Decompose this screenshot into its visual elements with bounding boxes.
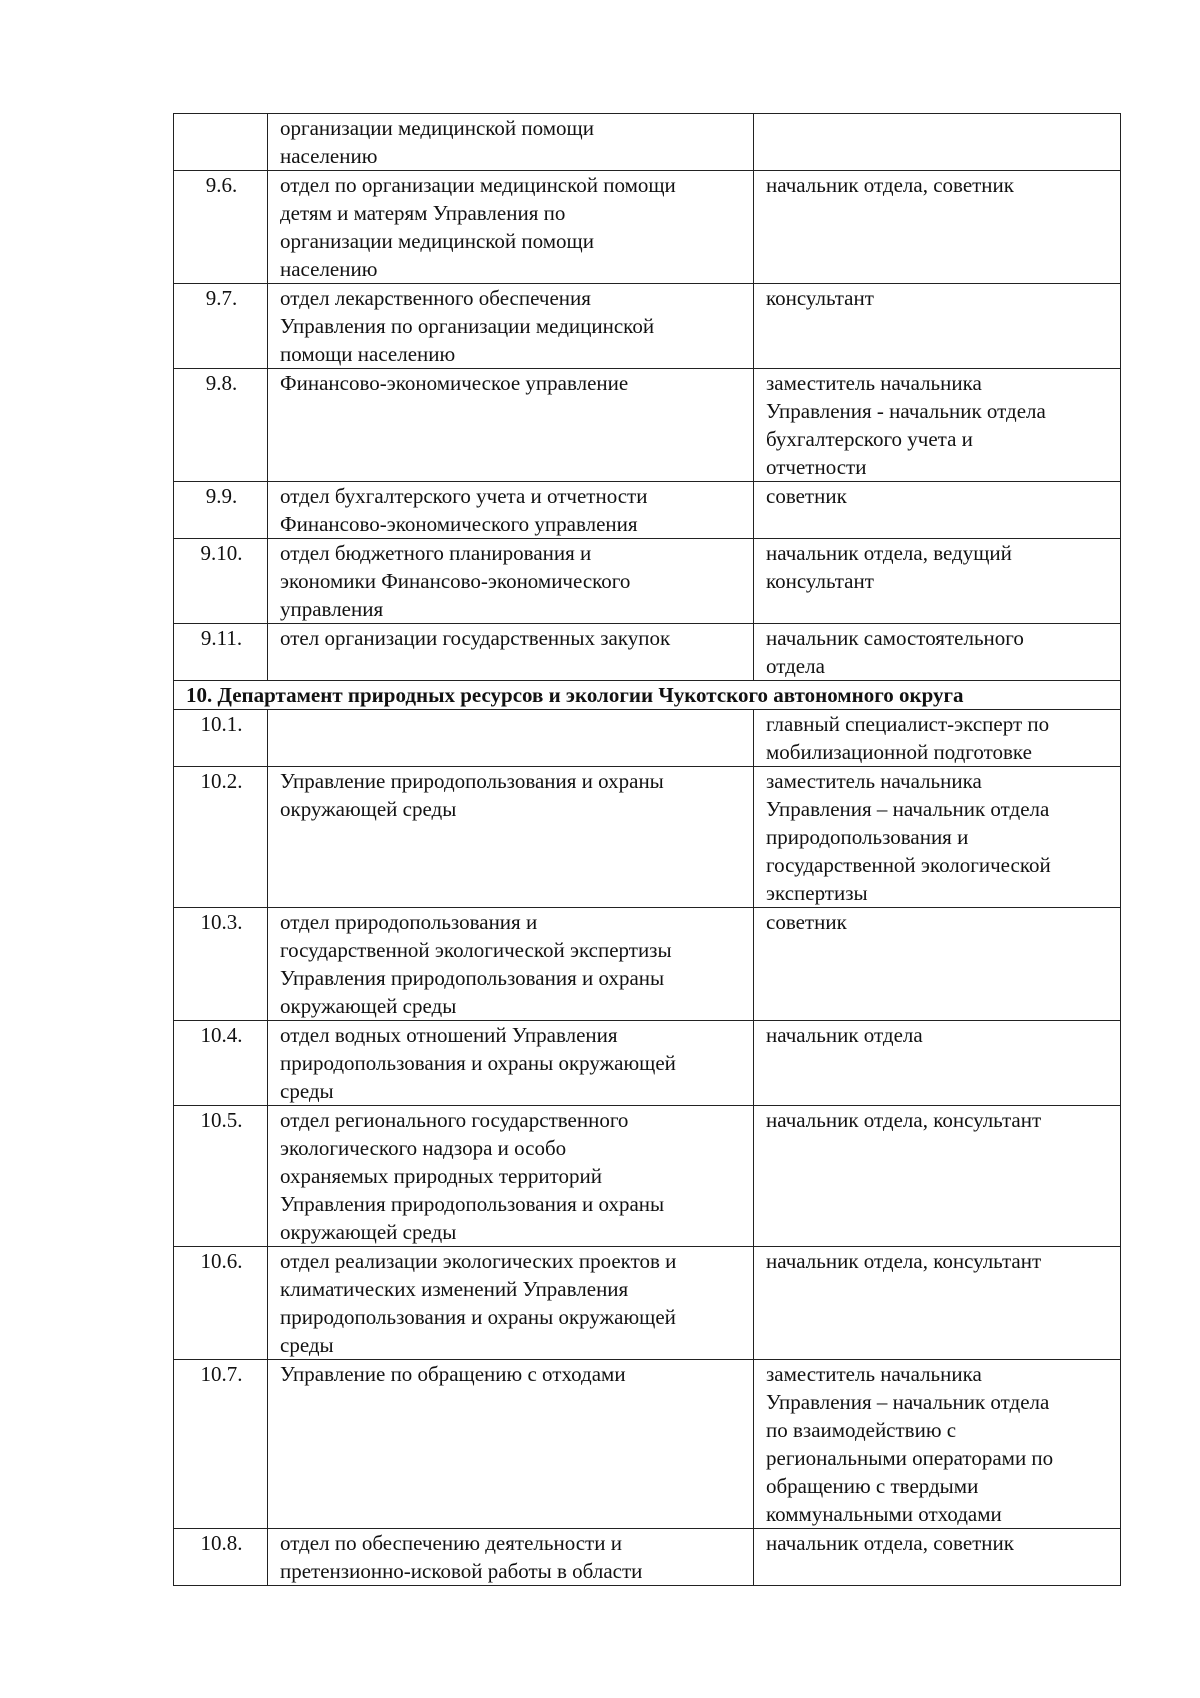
position-cell: начальник отдела, ведущий консультант (754, 539, 1121, 624)
position-cell: заместитель начальника Управления – начальник отдела по взаимодействию с региональными операторами по обращению с твердыми коммунальными отходами (754, 1360, 1121, 1529)
table-row (174, 539, 1121, 624)
table-row (174, 114, 1121, 171)
table-row (174, 1021, 1121, 1106)
unit-name-cell: отдел бюджетного планирования и экономики Финансово-экономического управления (268, 539, 754, 624)
unit-name-cell: отдел реализации экологических проектов и климатических изменений Управления природопользования и охраны окружающей среды (268, 1247, 754, 1360)
position-cell: начальник отдела (754, 1021, 1121, 1106)
position-cell: главный специалист-эксперт по мобилизационной подготовке (754, 710, 1121, 767)
unit-name-cell: Управление по обращению с отходами (268, 1360, 754, 1529)
position-cell: начальник отдела, консультант (754, 1106, 1121, 1247)
position-cell: советник (754, 482, 1121, 539)
table-row (174, 767, 1121, 908)
unit-name-cell: отдел по организации медицинской помощи детям и матерям Управления по организации медицинской помощи населению (268, 171, 754, 284)
unit-name-cell: отдел лекарственного обеспечения Управления по организации медицинской помощи населению (268, 284, 754, 369)
table-row (174, 1529, 1121, 1586)
row-number: 10.3. (174, 908, 268, 1021)
position-cell: начальник отдела, советник (754, 1529, 1121, 1586)
unit-name-cell: отдел регионального государственного экологического надзора и особо охраняемых природных территорий Управления природопользования и охраны окружающей среды (268, 1106, 754, 1247)
row-number: 10.7. (174, 1360, 268, 1529)
staff-positions-table (173, 113, 1121, 1586)
position-cell: начальник отдела, консультант (754, 1247, 1121, 1360)
position-cell: начальник отдела, советник (754, 171, 1121, 284)
table-row (174, 624, 1121, 681)
row-number: 9.9. (174, 482, 268, 539)
row-number: 10.1. (174, 710, 268, 767)
row-number: 10.8. (174, 1529, 268, 1586)
table-body (174, 114, 1121, 1586)
row-number: 10.6. (174, 1247, 268, 1360)
table-row (174, 369, 1121, 482)
position-cell: начальник самостоятельного отдела (754, 624, 1121, 681)
unit-name-cell: отдел природопользования и государственной экологической экспертизы Управления природопользования и охраны окружающей среды (268, 908, 754, 1021)
table-row (174, 1106, 1121, 1247)
table-row (174, 908, 1121, 1021)
position-cell: консультант (754, 284, 1121, 369)
row-number: 10.5. (174, 1106, 268, 1247)
unit-name-cell: отдел водных отношений Управления природопользования и охраны окружающей среды (268, 1021, 754, 1106)
table-row (174, 1360, 1121, 1529)
row-number: 10.2. (174, 767, 268, 908)
unit-name-cell: отдел по обеспечению деятельности и претензионно-исковой работы в области (268, 1529, 754, 1586)
table-row (174, 284, 1121, 369)
table-row (174, 1247, 1121, 1360)
row-number: 9.11. (174, 624, 268, 681)
row-number: 9.6. (174, 171, 268, 284)
section-heading: 10. Департамент природных ресурсов и экологии Чукотского автономного округа (174, 681, 1121, 710)
row-number (174, 114, 268, 171)
position-cell: заместитель начальника Управления – начальник отдела природопользования и государственной экологической экспертизы (754, 767, 1121, 908)
position-cell (754, 114, 1121, 171)
table-row (174, 482, 1121, 539)
table-row (174, 681, 1121, 710)
unit-name-cell: организации медицинской помощи населению (268, 114, 754, 171)
table-row (174, 710, 1121, 767)
unit-name-cell: отдел бухгалтерского учета и отчетности Финансово-экономического управления (268, 482, 754, 539)
unit-name-cell: Финансово-экономическое управление (268, 369, 754, 482)
unit-name-cell: Управление природопользования и охраны окружающей среды (268, 767, 754, 908)
table-row (174, 171, 1121, 284)
unit-name-cell (268, 710, 754, 767)
position-cell: заместитель начальника Управления - начальник отдела бухгалтерского учета и отчетности (754, 369, 1121, 482)
row-number: 9.8. (174, 369, 268, 482)
unit-name-cell: отел организации государственных закупок (268, 624, 754, 681)
row-number: 10.4. (174, 1021, 268, 1106)
row-number: 9.7. (174, 284, 268, 369)
position-cell: советник (754, 908, 1121, 1021)
row-number: 9.10. (174, 539, 268, 624)
